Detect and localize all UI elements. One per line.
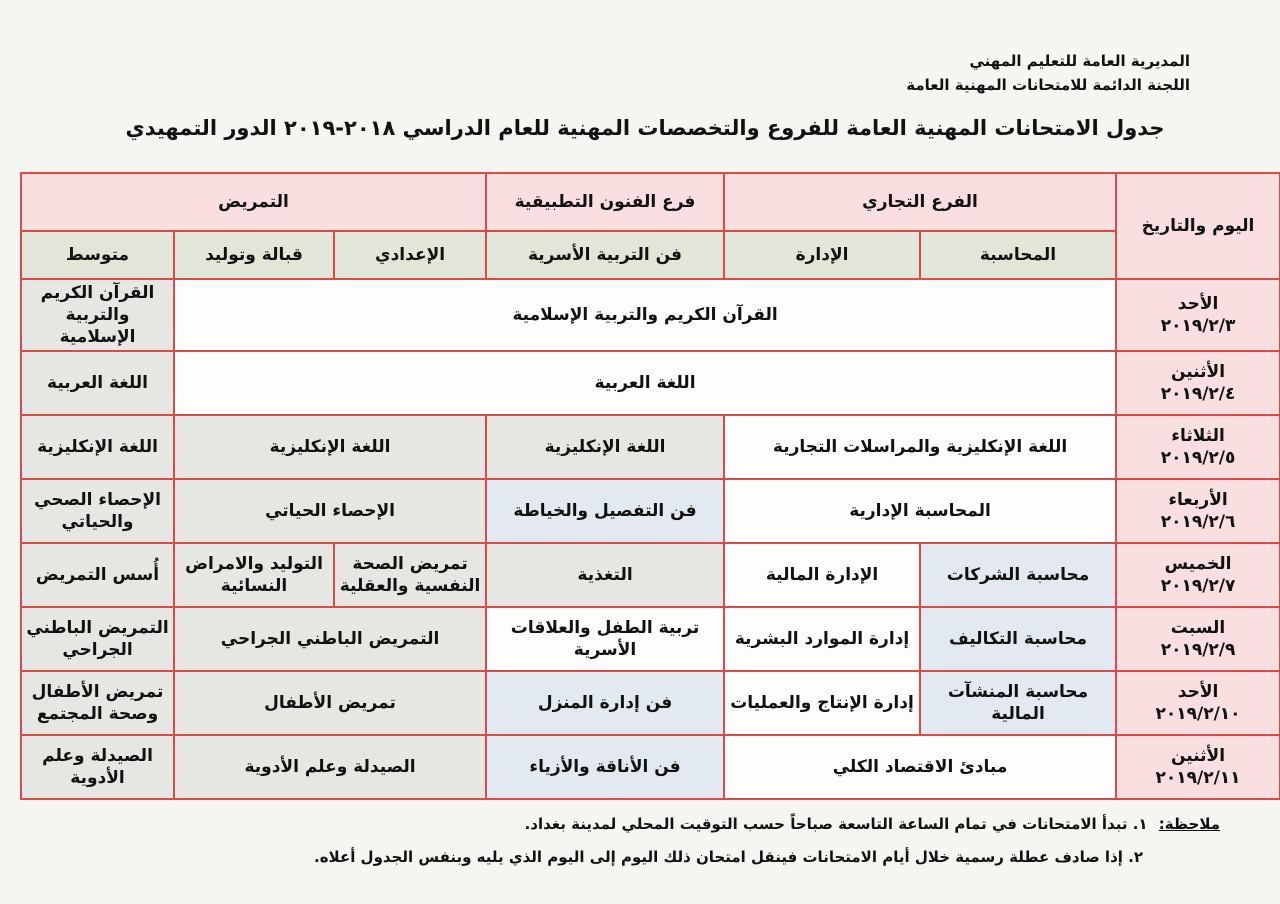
preparatory-header: الإعدادي (334, 231, 486, 279)
preparatory-subject-cell: تمريض الصحة النفسية والعقلية (334, 543, 486, 607)
midwifery-subject-cell: التوليد والامراض النسائية (174, 543, 334, 607)
intermediate-subject-cell: الصيدلة وعلم الأدوية (21, 735, 174, 799)
intermediate-header: متوسط (21, 231, 174, 279)
intermediate-subject-cell: التمريض الباطني الجراحي (21, 607, 174, 671)
day-cell: الأربعاء ٢٠١٩/٢/٦ (1116, 479, 1280, 543)
intermediate-subject-cell: اللغة العربية (21, 351, 174, 415)
note-item: ١. تبدأ الامتحانات في تمام الساعة التاسعة صباحاً حسب التوقيت المحلي لمدينة بغداد. (524, 815, 1148, 833)
management-subject-cell: الإدارة المالية (724, 543, 920, 607)
note-line-2 (150, 848, 1143, 866)
family-arts-header: فن التربية الأسرية (486, 231, 724, 279)
note-line-1 (150, 815, 1220, 833)
intermediate-subject-cell: تمريض الأطفال وصحة المجتمع (21, 671, 174, 735)
nursing-subject-cell: التمريض الباطني الجراحي (174, 607, 486, 671)
arts-subject-cell: اللغة الإنكليزية (486, 415, 724, 479)
nursing-subject-cell: اللغة الإنكليزية (174, 415, 486, 479)
management-header: الإدارة (724, 231, 920, 279)
directorate-name: المديرية العامة للتعليم المهني (969, 52, 1190, 70)
arts-subject-cell: تربية الطفل والعلاقات الأسرية (486, 607, 724, 671)
intermediate-subject-cell: اللغة الإنكليزية (21, 415, 174, 479)
arts-subject-cell: التغذية (486, 543, 724, 607)
committee-name: اللجنة الدائمة للامتحانات المهنية العامة (906, 76, 1190, 94)
commercial-branch-header: الفرع التجاري (724, 173, 1116, 231)
arts-subject-cell: فن التفصيل والخياطة (486, 479, 724, 543)
day-date-header: اليوم والتاريخ (1116, 173, 1280, 279)
nursing-branch-header: التمريض (21, 173, 486, 231)
commercial-subject-cell: اللغة الإنكليزية والمراسلات التجارية (724, 415, 1116, 479)
arts-subject-cell: فن الأناقة والأزياء (486, 735, 724, 799)
common-subject-cell: اللغة العربية (174, 351, 1116, 415)
page-title: جدول الامتحانات المهنية العامة للفروع والتخصصات المهنية للعام الدراسي ٢٠١٨-٢٠١٩ الدور التمهيدي (125, 116, 1165, 140)
common-subject-cell: القرآن الكريم والتربية الإسلامية (174, 279, 1116, 351)
day-cell: السبت ٢٠١٩/٢/٩ (1116, 607, 1280, 671)
accounting-header: المحاسبة (920, 231, 1116, 279)
accounting-subject-cell: محاسبة التكاليف (920, 607, 1116, 671)
note-item: ٢. إذا صادف عطلة رسمية خلال أيام الامتحانات فينقل امتحان ذلك اليوم إلى اليوم الذي يليه وبنفس الجدول أعلاه. (314, 848, 1143, 866)
management-subject-cell: إدارة الموارد البشرية (724, 607, 920, 671)
management-subject-cell: إدارة الإنتاج والعمليات (724, 671, 920, 735)
arts-subject-cell: فن إدارة المنزل (486, 671, 724, 735)
commercial-subject-cell: المحاسبة الإدارية (724, 479, 1116, 543)
day-cell: الأحد ٢٠١٩/٢/١٠ (1116, 671, 1280, 735)
accounting-subject-cell: محاسبة الشركات (920, 543, 1116, 607)
nursing-subject-cell: الإحصاء الحياتي (174, 479, 486, 543)
day-cell: الثلاثاء ٢٠١٩/٢/٥ (1116, 415, 1280, 479)
day-cell: الأثنين ٢٠١٩/٢/١١ (1116, 735, 1280, 799)
exam-schedule-table (20, 172, 1280, 800)
accounting-subject-cell: محاسبة المنشآت المالية (920, 671, 1116, 735)
arts-branch-header: فرع الفنون التطبيقية (486, 173, 724, 231)
day-cell: الخميس ٢٠١٩/٢/٧ (1116, 543, 1280, 607)
intermediate-subject-cell: الإحصاء الصحي والحياتي (21, 479, 174, 543)
nursing-subject-cell: الصيدلة وعلم الأدوية (174, 735, 486, 799)
intermediate-subject-cell: القرآن الكريم والتربية الإسلامية (21, 279, 174, 351)
nursing-subject-cell: تمريض الأطفال (174, 671, 486, 735)
midwifery-header: قبالة وتوليد (174, 231, 334, 279)
note-label: ملاحظة: (1158, 815, 1220, 833)
intermediate-subject-cell: أُسس التمريض (21, 543, 174, 607)
day-cell: الأحد ٢٠١٩/٢/٣ (1116, 279, 1280, 351)
day-cell: الأثنين ٢٠١٩/٢/٤ (1116, 351, 1280, 415)
commercial-subject-cell: مبادئ الاقتصاد الكلي (724, 735, 1116, 799)
